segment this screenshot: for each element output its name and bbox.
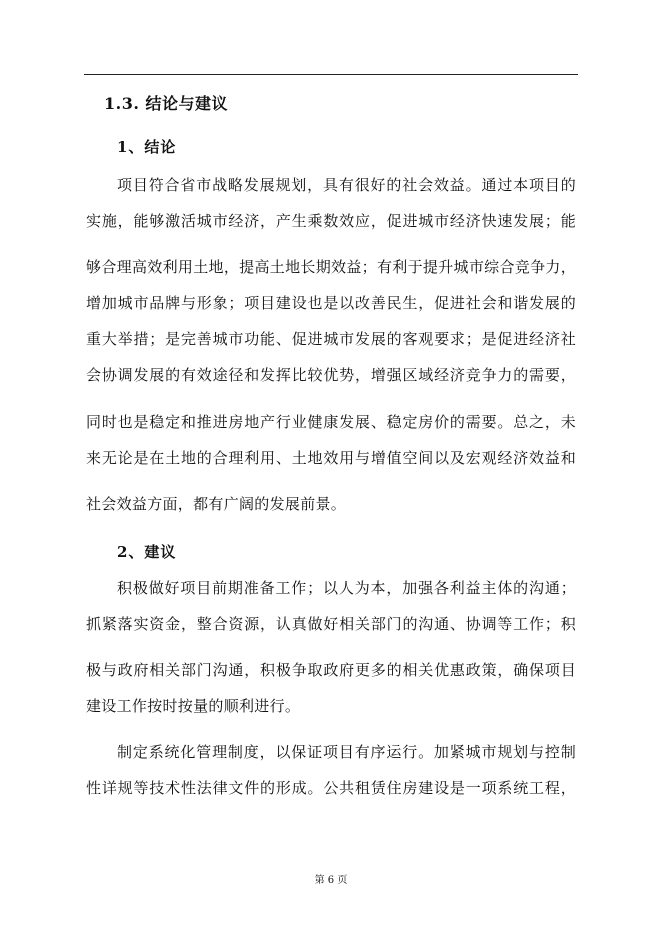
conclusion-line: 够合理高效利用土地，提高土地长期效益；有利于提升城市综合竞争力， — [86, 258, 576, 276]
conclusion-line: 实施，能够激活城市经济，产生乘数效应，促进城市经济快速发展；能 — [86, 212, 576, 230]
conclusion-line: 社会效益方面，都有广阔的发展前景。 — [86, 495, 347, 513]
suggestion-heading: 2、建议 — [117, 543, 177, 561]
header-rule — [84, 74, 578, 75]
conclusion-line: 会协调发展的有效途径和发挥比较优势，增强区域经济竞争力的需要， — [86, 366, 576, 384]
conclusion-line: 同时也是稳定和推进房地产行业健康发展、稳定房价的需要。总之，未 — [86, 413, 576, 431]
suggestion-line: 制定系统化管理制度，以保证项目有序运行。加紧城市规划与控制 — [117, 743, 576, 761]
conclusion-line: 增加城市品牌与形象；项目建设也是以改善民生，促进社会和谐发展的 — [86, 294, 576, 312]
page-number: 第 6 页 — [314, 875, 348, 886]
section-heading: 1.3. 结论与建议 — [104, 94, 228, 113]
conclusion-line: 项目符合省市战略发展规划，具有很好的社会效益。通过本项目的 — [117, 176, 576, 194]
suggestion-line: 积极做好项目前期准备工作；以人为本，加强各利益主体的沟通； — [117, 579, 576, 597]
suggestion-line: 极与政府相关部门沟通，积极争取政府更多的相关优惠政策，确保项目 — [86, 661, 576, 679]
conclusion-line: 来无论是在土地的合理利用、土地效用与增值空间以及宏观经济效益和 — [86, 449, 576, 467]
suggestion-line: 抓紧落实资金，整合资源，认真做好相关部门的沟通、协调等工作；积 — [86, 615, 576, 633]
conclusion-heading: 1、结论 — [117, 138, 177, 156]
suggestion-line: 性详规等技术性法律文件的形成。公共租赁住房建设是一项系统工程， — [86, 779, 576, 797]
suggestion-line: 建设工作按时按量的顺利进行。 — [86, 697, 301, 715]
conclusion-line: 重大举措；是完善城市功能、促进城市发展的客观要求；是促进经济社 — [86, 330, 576, 348]
